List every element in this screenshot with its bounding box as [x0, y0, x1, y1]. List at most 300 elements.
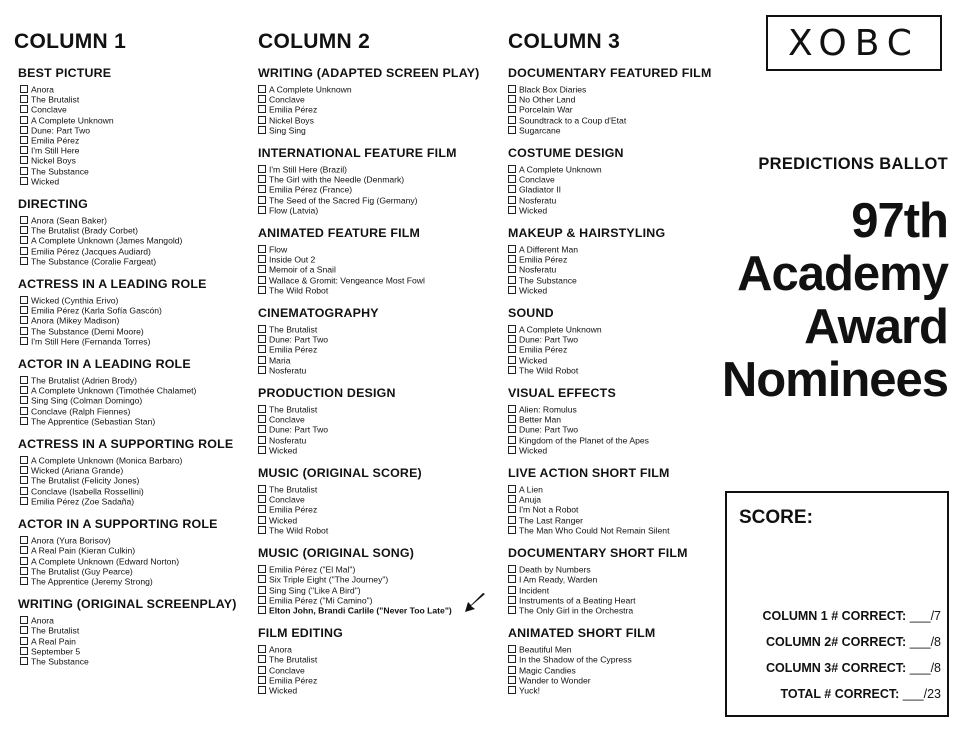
score-box: [725, 491, 949, 717]
nominee-item[interactable]: [258, 505, 498, 515]
checkbox[interactable]: [508, 356, 516, 364]
nominee-item[interactable]: [20, 637, 246, 647]
checkbox[interactable]: [508, 425, 516, 433]
checkbox[interactable]: [258, 686, 266, 694]
checkbox[interactable]: [20, 376, 28, 384]
nominee-label: Conclave: [269, 94, 305, 105]
nominee-label: The Brutalist: [269, 324, 318, 335]
checkbox[interactable]: [508, 586, 516, 594]
category-title: DOCUMENTARY FEATURED FILM: [508, 66, 712, 80]
checkbox[interactable]: [20, 126, 28, 134]
nominee-item[interactable]: [258, 495, 498, 505]
checkbox[interactable]: [258, 286, 266, 294]
nominee-label: The Wild Robot: [269, 285, 329, 296]
checkbox[interactable]: [258, 606, 266, 614]
category-title: PRODUCTION DESIGN: [258, 386, 396, 401]
nominee-item[interactable]: [258, 485, 498, 495]
nominee-item[interactable]: [508, 686, 723, 696]
nominee-label: A Complete Unknown: [519, 164, 602, 175]
nominee-item[interactable]: [258, 366, 498, 376]
category: [508, 626, 723, 696]
checkbox[interactable]: [20, 167, 28, 175]
nominee-item[interactable]: [20, 376, 246, 386]
checkbox[interactable]: [258, 185, 266, 193]
checkbox[interactable]: [258, 405, 266, 413]
nominee-item[interactable]: [20, 456, 246, 466]
checkbox[interactable]: [508, 485, 516, 493]
nominee-item[interactable]: [258, 185, 498, 195]
checkbox[interactable]: [20, 407, 28, 415]
nominee-item[interactable]: [20, 476, 246, 486]
nominee-item[interactable]: [20, 466, 246, 476]
checkbox[interactable]: [258, 105, 266, 113]
nominee-item[interactable]: [258, 596, 498, 606]
checkbox[interactable]: [508, 165, 516, 173]
checkbox[interactable]: [20, 616, 28, 624]
checkbox[interactable]: [258, 356, 266, 364]
nominee-item[interactable]: [20, 657, 246, 667]
checkbox[interactable]: [508, 645, 516, 653]
nominee-label: The Wild Robot: [269, 525, 329, 536]
nominee-label: Memoir of a Snail: [269, 264, 336, 275]
checkbox[interactable]: [20, 105, 28, 113]
checkbox[interactable]: [508, 265, 516, 273]
checkbox[interactable]: [258, 276, 266, 284]
nominee-item[interactable]: [20, 216, 246, 226]
checkbox[interactable]: [20, 146, 28, 154]
nominee-item[interactable]: [20, 146, 246, 156]
checkbox[interactable]: [508, 85, 516, 93]
nominee-item[interactable]: [508, 405, 723, 415]
checkbox[interactable]: [508, 286, 516, 294]
nominee-label: Dune: Part Two: [269, 334, 329, 345]
nominee-item[interactable]: [508, 596, 723, 606]
checkbox[interactable]: [20, 216, 28, 224]
nominee-item[interactable]: [20, 616, 246, 626]
checkbox[interactable]: [20, 396, 28, 404]
category-title: BEST PICTURE: [18, 66, 112, 80]
nominee-item[interactable]: [508, 175, 723, 185]
nominee-item[interactable]: [508, 655, 723, 665]
nominee-item[interactable]: [508, 356, 723, 366]
category: [508, 226, 723, 296]
checkbox[interactable]: [20, 417, 28, 425]
checkbox[interactable]: [258, 666, 266, 674]
nominee-item[interactable]: [20, 257, 246, 267]
nominee-item[interactable]: [258, 245, 498, 255]
checkbox[interactable]: [20, 85, 28, 93]
checkbox[interactable]: [508, 526, 516, 534]
nominee-label: Anora: [31, 84, 54, 95]
checkbox[interactable]: [20, 236, 28, 244]
nominee-item[interactable]: [258, 676, 498, 686]
score-blank[interactable]: ___/7: [909, 609, 941, 623]
nominee-item[interactable]: [20, 577, 246, 587]
checkbox[interactable]: [508, 446, 516, 454]
nominee-item[interactable]: [20, 417, 246, 427]
nominee-item[interactable]: [258, 446, 498, 456]
nominee-item[interactable]: [258, 126, 498, 136]
nominee-label: Wicked: [519, 445, 548, 456]
checkbox[interactable]: [258, 415, 266, 423]
nominee-item[interactable]: [508, 586, 723, 596]
checkbox[interactable]: [508, 686, 516, 694]
nominee-item[interactable]: [258, 286, 498, 296]
checkbox[interactable]: [20, 546, 28, 554]
nominee-item[interactable]: [508, 255, 723, 265]
column-title: COLUMN 1: [14, 30, 127, 53]
category: [14, 277, 246, 347]
category: [258, 66, 498, 136]
score-blank[interactable]: ___/8: [909, 635, 941, 649]
checkbox[interactable]: [20, 95, 28, 103]
nominee-label: I'm Not a Robot: [519, 504, 579, 515]
nominee-item[interactable]: [258, 655, 498, 665]
checkbox[interactable]: [258, 485, 266, 493]
checkbox[interactable]: [508, 325, 516, 333]
nominee-item[interactable]: [258, 196, 498, 206]
nominee-item[interactable]: [508, 85, 723, 95]
nominee-item[interactable]: [20, 85, 246, 95]
nominee-item[interactable]: [508, 95, 723, 105]
checkbox[interactable]: [258, 345, 266, 353]
nominee-item[interactable]: [258, 645, 498, 655]
nominee-item[interactable]: [508, 575, 723, 585]
nominee-item[interactable]: [20, 156, 246, 166]
nominee-item[interactable]: [20, 167, 246, 177]
nominee-item[interactable]: [508, 446, 723, 456]
checkbox[interactable]: [20, 466, 28, 474]
nominee-label: Emilia Pérez: [519, 254, 568, 265]
category: [508, 466, 723, 536]
nominee-label: A Complete Unknown (Monica Barbaro): [31, 455, 183, 466]
checkbox[interactable]: [258, 526, 266, 534]
nominee-item[interactable]: [508, 366, 723, 376]
nominee-item[interactable]: [258, 686, 498, 696]
checkbox[interactable]: [258, 116, 266, 124]
nominee-item[interactable]: [20, 546, 246, 556]
nominee-item[interactable]: [508, 436, 723, 446]
nominee-label: Emilia Pérez (France): [269, 184, 353, 195]
checkbox[interactable]: [20, 156, 28, 164]
nominee-item[interactable]: [508, 345, 723, 355]
checkbox[interactable]: [258, 505, 266, 513]
checkbox[interactable]: [508, 185, 516, 193]
checkbox[interactable]: [20, 116, 28, 124]
checkbox[interactable]: [20, 637, 28, 645]
nominee-item[interactable]: [508, 425, 723, 435]
nominee-item[interactable]: [20, 177, 246, 187]
checkbox[interactable]: [20, 557, 28, 565]
nominee-item[interactable]: [508, 196, 723, 206]
checkbox[interactable]: [258, 596, 266, 604]
checkbox[interactable]: [508, 505, 516, 513]
nominee-item[interactable]: [258, 415, 498, 425]
checkbox[interactable]: [20, 626, 28, 634]
checkbox[interactable]: [258, 85, 266, 93]
nominee-label: The Girl with the Needle (Denmark): [269, 174, 405, 185]
nominee-label: Conclave: [31, 104, 67, 115]
score-blank[interactable]: ___/23: [902, 687, 941, 701]
category-title: DIRECTING: [18, 197, 88, 212]
column-2: [258, 30, 498, 706]
checkbox[interactable]: [20, 647, 28, 655]
nominee-item[interactable]: [508, 325, 723, 335]
checkbox[interactable]: [20, 577, 28, 585]
checkbox[interactable]: [258, 575, 266, 583]
checkbox[interactable]: [20, 567, 28, 575]
nominee-item[interactable]: [258, 586, 498, 596]
nominee-item[interactable]: [258, 565, 498, 575]
checkbox[interactable]: [508, 606, 516, 614]
checkbox[interactable]: [20, 337, 28, 345]
nominee-item[interactable]: [20, 126, 246, 136]
nominee-item[interactable]: [258, 575, 498, 585]
nominee-label: Emilia Pérez: [269, 344, 318, 355]
nominee-item[interactable]: [20, 136, 246, 146]
nominee-label: Nosferatu: [269, 365, 307, 376]
checkbox[interactable]: [258, 436, 266, 444]
nominee-label: Wicked: [31, 176, 60, 187]
checkbox[interactable]: [508, 255, 516, 263]
nominee-label: Wicked (Cynthia Erivo): [31, 295, 119, 306]
nominee-item[interactable]: [508, 126, 723, 136]
nominee-item[interactable]: [508, 495, 723, 505]
checkbox[interactable]: [508, 516, 516, 524]
nominee-item[interactable]: [508, 185, 723, 195]
checkbox[interactable]: [508, 206, 516, 214]
checkbox[interactable]: [258, 95, 266, 103]
checkbox[interactable]: [508, 405, 516, 413]
nominee-label: Sugarcane: [519, 125, 561, 136]
nominee-item[interactable]: [20, 95, 246, 105]
nominee-item[interactable]: [258, 116, 498, 126]
category: [14, 357, 246, 427]
nominee-item[interactable]: [258, 206, 498, 216]
nominee-item[interactable]: [258, 175, 498, 185]
checkbox[interactable]: [258, 265, 266, 273]
checkbox[interactable]: [258, 645, 266, 653]
nominee-label: A Complete Unknown (Timothée Chalamet): [31, 385, 197, 396]
score-label: COLUMN 2# CORRECT:: [765, 635, 907, 649]
nominee-item[interactable]: [258, 255, 498, 265]
checkbox[interactable]: [20, 536, 28, 544]
nominee-item[interactable]: [258, 526, 498, 536]
nominee-item[interactable]: [20, 536, 246, 546]
column-3: [508, 30, 723, 706]
nominee-item[interactable]: [258, 335, 498, 345]
category-title: MAKEUP & HAIRSTYLING: [508, 226, 666, 241]
nominee-item[interactable]: [258, 345, 498, 355]
checkbox[interactable]: [258, 325, 266, 333]
checkbox[interactable]: [20, 177, 28, 185]
nominee-item[interactable]: [258, 165, 498, 175]
nominee-item[interactable]: [20, 557, 246, 567]
checkbox[interactable]: [258, 495, 266, 503]
nominee-label: The Seed of the Sacred Fig (Germany): [269, 195, 418, 206]
nominee-item[interactable]: [258, 425, 498, 435]
nominee-label: Flow (Latvia): [269, 205, 319, 216]
nominee-item[interactable]: [508, 245, 723, 255]
nominee-label: A Different Man: [519, 244, 579, 255]
nominee-item[interactable]: [258, 436, 498, 446]
checkbox[interactable]: [258, 425, 266, 433]
checkbox[interactable]: [258, 335, 266, 343]
checkbox[interactable]: [508, 105, 516, 113]
nominee-item[interactable]: [508, 276, 723, 286]
nominee-item[interactable]: [508, 415, 723, 425]
checkbox[interactable]: [258, 676, 266, 684]
nominee-item[interactable]: [508, 666, 723, 676]
score-blank[interactable]: ___/8: [909, 661, 941, 675]
checkbox[interactable]: [20, 226, 28, 234]
nominee-item[interactable]: [20, 487, 246, 497]
checkbox[interactable]: [20, 456, 28, 464]
nominee-label: The Man Who Could Not Remain Silent: [519, 525, 670, 536]
checkbox[interactable]: [20, 316, 28, 324]
checkbox[interactable]: [508, 245, 516, 253]
checkbox[interactable]: [20, 497, 28, 505]
checkbox[interactable]: [258, 516, 266, 524]
nominee-item[interactable]: [20, 236, 246, 246]
nominee-item[interactable]: [508, 516, 723, 526]
nominee-item[interactable]: [20, 567, 246, 577]
nominee-label: Nosferatu: [269, 435, 307, 446]
checkbox[interactable]: [508, 495, 516, 503]
score-label: COLUMN 1 # CORRECT:: [762, 609, 907, 623]
nominee-item[interactable]: [258, 95, 498, 105]
nominee-item[interactable]: [20, 626, 246, 636]
nominee-item[interactable]: [20, 316, 246, 326]
nominee-item[interactable]: [20, 396, 246, 406]
nominee-item[interactable]: [508, 526, 723, 536]
checkbox[interactable]: [20, 247, 28, 255]
checkbox[interactable]: [508, 276, 516, 284]
checkbox[interactable]: [258, 196, 266, 204]
checkbox[interactable]: [258, 366, 266, 374]
nominee-label: Dune: Part Two: [269, 424, 329, 435]
checkbox[interactable]: [508, 366, 516, 374]
nominee-item[interactable]: [508, 165, 723, 175]
checkbox[interactable]: [508, 666, 516, 674]
checkbox[interactable]: [508, 565, 516, 573]
checkbox[interactable]: [258, 165, 266, 173]
nominee-item[interactable]: [20, 337, 246, 347]
checkbox[interactable]: [508, 676, 516, 684]
checkbox[interactable]: [20, 257, 28, 265]
checkbox[interactable]: [508, 116, 516, 124]
nominee-item[interactable]: [508, 265, 723, 275]
nominee-item[interactable]: [258, 85, 498, 95]
nominee-item[interactable]: [508, 485, 723, 495]
nominee-item[interactable]: [20, 647, 246, 657]
nominee-item[interactable]: [20, 116, 246, 126]
nominee-item[interactable]: [508, 105, 723, 115]
nominee-item[interactable]: [258, 325, 498, 335]
nominee-item[interactable]: [258, 105, 498, 115]
nominee-label: No Other Land: [519, 94, 576, 105]
checkbox[interactable]: [508, 655, 516, 663]
category-title: INTERNATIONAL FEATURE FILM: [258, 146, 457, 161]
nominee-label: Sing Sing (Colman Domingo): [31, 395, 143, 406]
checkbox[interactable]: [20, 296, 28, 304]
nominee-item[interactable]: [258, 405, 498, 415]
nominee-label: Conclave (Ralph Fiennes): [31, 406, 131, 417]
checkbox[interactable]: [508, 335, 516, 343]
nominee-item[interactable]: [258, 276, 498, 286]
nominee-label: Wicked: [519, 285, 548, 296]
nominee-item[interactable]: [20, 497, 246, 507]
checkbox[interactable]: [20, 657, 28, 665]
nominee-item[interactable]: [508, 565, 723, 575]
nominee-item[interactable]: [20, 386, 246, 396]
nominee-label: Nickel Boys: [269, 115, 314, 126]
checkbox[interactable]: [508, 95, 516, 103]
checkbox[interactable]: [508, 436, 516, 444]
checkbox[interactable]: [20, 306, 28, 314]
nominee-item[interactable]: [258, 356, 498, 366]
nominee-label: Death by Numbers: [519, 564, 591, 575]
nominee-item[interactable]: [20, 247, 246, 257]
checkbox[interactable]: [258, 245, 266, 253]
nominee-item[interactable]: [508, 676, 723, 686]
checkbox[interactable]: [258, 446, 266, 454]
nominee-item[interactable]: [258, 265, 498, 275]
checkbox[interactable]: [258, 126, 266, 134]
checkbox[interactable]: [258, 655, 266, 663]
nominee-item[interactable]: [20, 327, 246, 337]
nominee-label: Emilia Pérez: [269, 104, 318, 115]
checkbox[interactable]: [258, 586, 266, 594]
nominee-item[interactable]: [508, 116, 723, 126]
nominee-item[interactable]: [508, 206, 723, 216]
nominee-item[interactable]: [508, 645, 723, 655]
checkbox[interactable]: [508, 415, 516, 423]
checkbox[interactable]: [508, 345, 516, 353]
nominee-item[interactable]: [258, 516, 498, 526]
nominee-item[interactable]: [20, 407, 246, 417]
nominee-label: Emilia Pérez: [269, 504, 318, 515]
category: [258, 386, 498, 456]
checkbox[interactable]: [20, 476, 28, 484]
nominee-item[interactable]: [20, 105, 246, 115]
checkbox[interactable]: [20, 136, 28, 144]
nominee-item[interactable]: [258, 666, 498, 676]
nominee-item[interactable]: [508, 606, 723, 616]
nominee-item[interactable]: [20, 226, 246, 236]
checkbox[interactable]: [508, 196, 516, 204]
checkbox[interactable]: [258, 175, 266, 183]
nominee-item[interactable]: [508, 286, 723, 296]
nominee-item[interactable]: [508, 505, 723, 515]
checkbox[interactable]: [508, 175, 516, 183]
nominee-item[interactable]: [508, 335, 723, 345]
nominee-item[interactable]: [20, 306, 246, 316]
checkbox[interactable]: [20, 327, 28, 335]
checkbox[interactable]: [20, 386, 28, 394]
checkbox[interactable]: [508, 126, 516, 134]
checkbox[interactable]: [508, 596, 516, 604]
checkbox[interactable]: [258, 206, 266, 214]
checkbox[interactable]: [258, 255, 266, 263]
checkbox[interactable]: [508, 575, 516, 583]
nominee-item[interactable]: [20, 296, 246, 306]
category: [14, 437, 246, 507]
nominee-item[interactable]: [258, 606, 498, 616]
checkbox[interactable]: [20, 487, 28, 495]
checkbox[interactable]: [258, 565, 266, 573]
category-title: ANIMATED SHORT FILM: [508, 626, 656, 641]
